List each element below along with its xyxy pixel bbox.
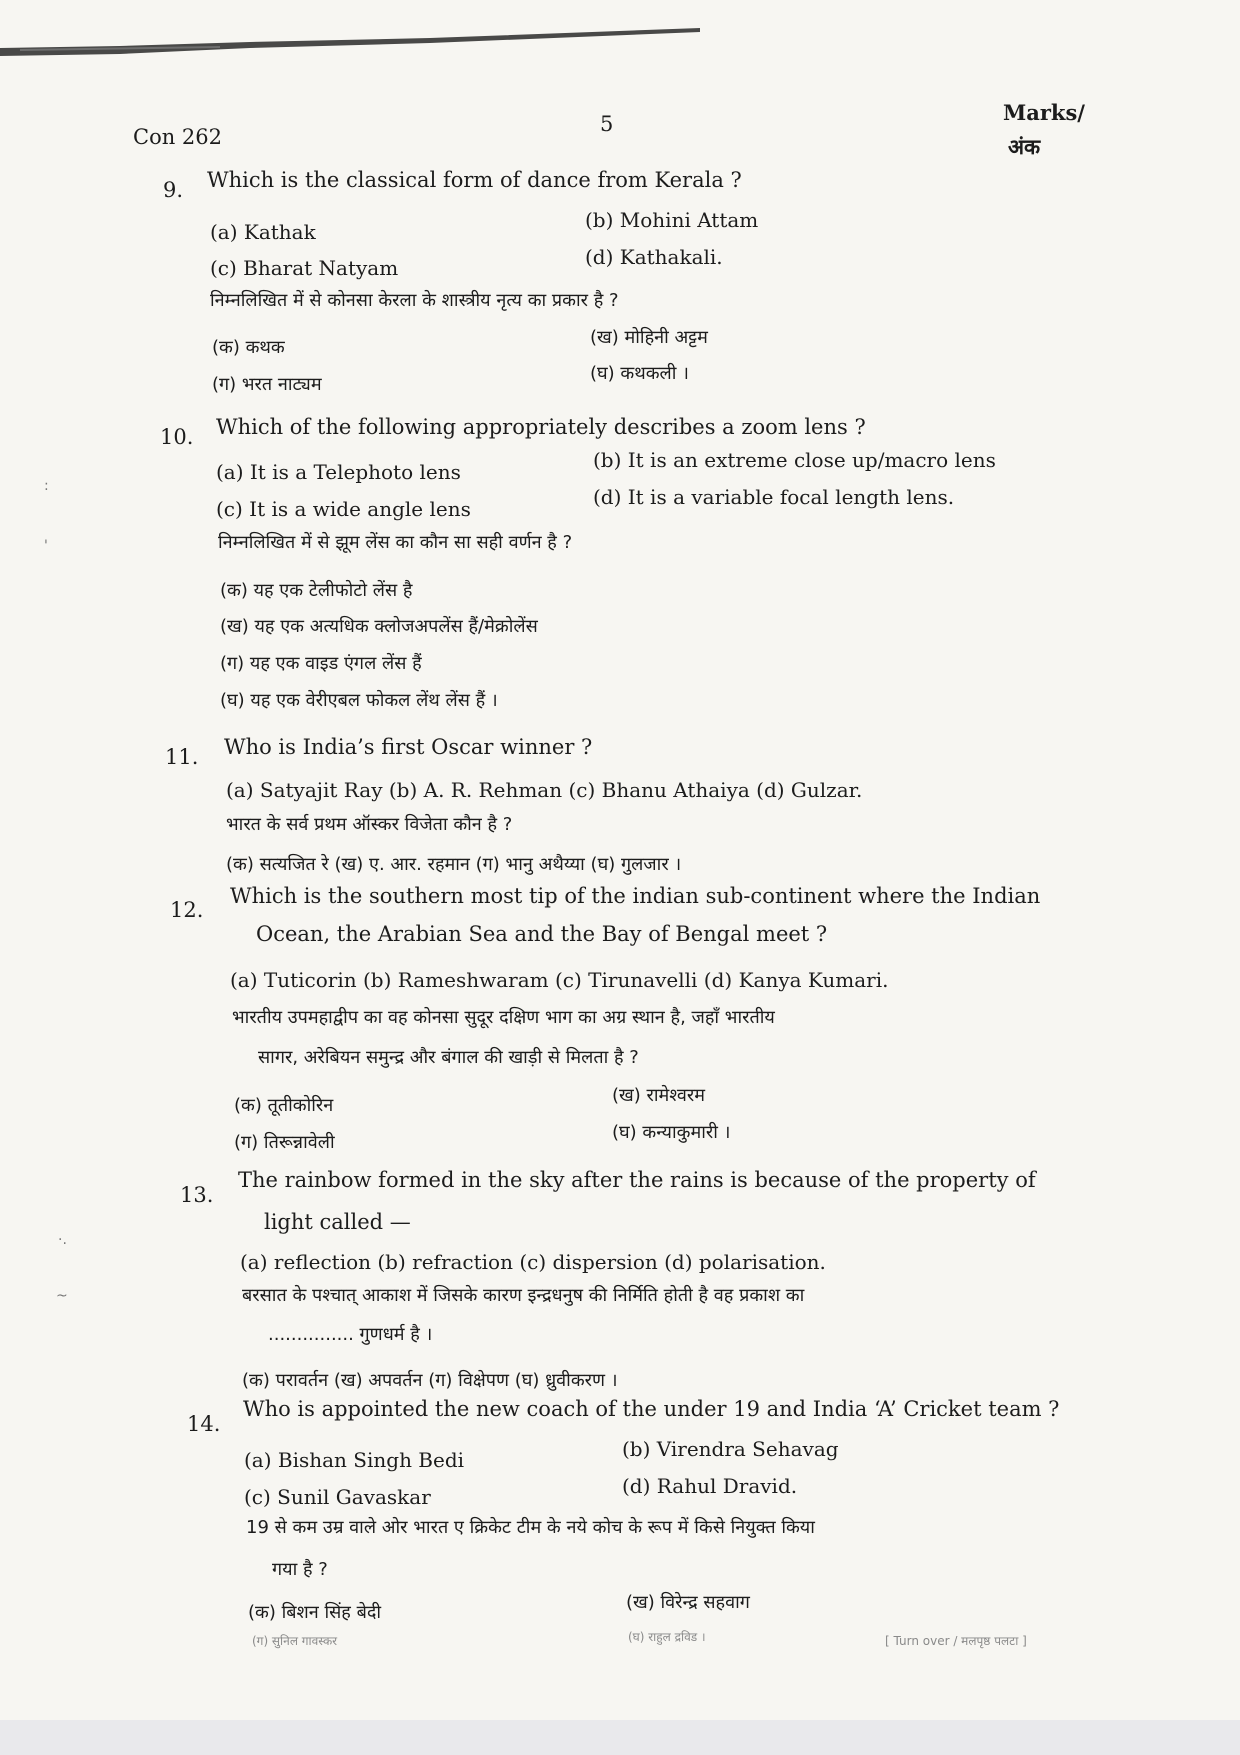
question-text-line-2: Ocean, the Arabian Sea and the Bay of Bengal meet ? — [256, 922, 828, 946]
option-b: (b) Mohini Attam — [585, 208, 759, 232]
option-gha: (घ) यह एक वेरीएबल फोकल लेंथ लेंस हैं । — [220, 690, 498, 711]
option-d: (d) Rahul Dravid. — [622, 1474, 798, 1498]
marks-label: Marks/ — [1003, 100, 1085, 125]
marks-label-hindi: अंक — [1008, 135, 1041, 159]
option-ka: (क) तूतीकोरिन — [234, 1095, 334, 1116]
question-number: 14. — [187, 1412, 221, 1436]
question-text-line-1: The rainbow formed in the sky after the rains is because of the property of — [238, 1168, 1036, 1192]
margin-speck: ' — [44, 538, 48, 554]
option-a: (a) Bishan Singh Bedi — [244, 1448, 465, 1472]
option-ga: (ग) तिरून्नावेली — [234, 1132, 335, 1153]
option-c: (c) Sunil Gavaskar — [244, 1485, 431, 1509]
question-text-hindi-line-1: 19 से कम उम्र वाले ओर भारत ए क्रिकेट टीम के नये कोच के रूप में किसे नियुक्त किया — [246, 1517, 815, 1538]
paper-code: Con 262 — [133, 125, 222, 149]
scan-streak — [0, 20, 700, 60]
question-text-hindi-line-2: गया है ? — [272, 1559, 328, 1580]
option-c: (c) Bharat Natyam — [210, 256, 399, 280]
question-number: 12. — [170, 898, 204, 922]
option-ka: (क) यह एक टेलीफोटो लेंस है — [220, 580, 413, 601]
option-d: (d) It is a variable focal length lens. — [593, 485, 955, 509]
option-gha: (घ) कथकली । — [590, 363, 689, 384]
page-number: 5 — [600, 112, 614, 136]
question-number: 13. — [180, 1183, 214, 1207]
margin-speck: ·. — [58, 1232, 67, 1248]
options-line-hindi: (क) परावर्तन (ख) अपवर्तन (ग) विक्षेपण (घ) ध्रुवीकरण । — [242, 1370, 618, 1391]
question-text: Which is the classical form of dance from Kerala ? — [207, 168, 742, 192]
question-text-hindi: निम्नलिखित में से कोनसा केरला के शास्त्रीय नृत्य का प्रकार है ? — [210, 290, 619, 311]
option-a: (a) It is a Telephoto lens — [216, 460, 461, 484]
options-line: (a) Satyajit Ray (b) A. R. Rehman (c) Bhanu Athaiya (d) Gulzar. — [226, 778, 863, 802]
option-b: (b) It is an extreme close up/macro lens — [593, 448, 996, 472]
options-line: (a) reflection (b) refraction (c) dispersion (d) polarisation. — [240, 1250, 826, 1274]
question-text: Who is India’s first Oscar winner ? — [224, 735, 593, 759]
turn-over-note: [ Turn over / मलपृष्ठ पलटा ] — [885, 1634, 1027, 1648]
question-text: Who is appointed the new coach of the under 19 and India ‘A’ Cricket team ? — [243, 1397, 1060, 1421]
option-d: (d) Kathakali. — [585, 245, 723, 269]
options-line: (a) Tuticorin (b) Rameshwaram (c) Tirunavelli (d) Kanya Kumari. — [230, 968, 889, 992]
option-kha: (ख) यह एक अत्यधिक क्लोजअपलेंस हैं/मेक्रोलेंस — [220, 616, 538, 637]
option-b: (b) Virendra Sehavag — [622, 1437, 839, 1461]
question-text-line-2: light called — — [264, 1210, 411, 1234]
bottom-band — [0, 1720, 1240, 1755]
option-ka: (क) बिशन सिंह बेदी — [248, 1602, 382, 1623]
option-a: (a) Kathak — [210, 220, 316, 244]
option-kha: (ख) रामेश्वरम — [612, 1085, 706, 1106]
option-ga-faint: (ग) सुनिल गावस्कर — [252, 1634, 338, 1648]
option-ga: (ग) यह एक वाइड एंगल लेंस हैं — [220, 653, 422, 674]
question-number: 9. — [163, 178, 184, 202]
question-number: 11. — [165, 745, 199, 769]
question-number: 10. — [160, 425, 194, 449]
margin-speck: : — [44, 478, 49, 494]
question-text-hindi-line-1: बरसात के पश्चात् आकाश में जिसके कारण इन्द्रधनुष की निर्मिति होती है वह प्रकाश का — [242, 1285, 805, 1306]
question-text-hindi-line-2: ............... गुणधर्म है । — [268, 1324, 433, 1345]
option-ga: (ग) भरत नाट्यम — [212, 374, 322, 395]
option-gha-faint: (घ) राहुल द्रविड । — [628, 1630, 706, 1644]
question-text-hindi: निम्नलिखित में से झूम लेंस का कौन सा सही वर्णन है ? — [218, 532, 573, 553]
question-text: Which of the following appropriately describes a zoom lens ? — [216, 415, 866, 439]
margin-speck: ~ — [56, 1288, 68, 1304]
option-kha: (ख) मोहिनी अट्टम — [590, 327, 708, 348]
question-text-hindi-line-1: भारतीय उपमहाद्वीप का वह कोनसा सुदूर दक्षिण भाग का अग्र स्थान है, जहाँ भारतीय — [232, 1007, 775, 1028]
option-ka: (क) कथक — [212, 337, 285, 358]
question-text-hindi-line-2: सागर, अरेबियन समुन्द्र और बंगाल की खाड़ी से मिलता है ? — [258, 1047, 639, 1068]
option-gha: (घ) कन्याकुमारी । — [612, 1122, 731, 1143]
options-line-hindi: (क) सत्यजित रे (ख) ए. आर. रहमान (ग) भानु अथैय्या (घ) गुलजार । — [226, 854, 682, 875]
option-kha: (ख) विरेन्द्र सहवाग — [626, 1592, 750, 1613]
option-c: (c) It is a wide angle lens — [216, 497, 471, 521]
question-text-hindi: भारत के सर्व प्रथम ऑस्कर विजेता कौन है ? — [226, 814, 513, 835]
question-text-line-1: Which is the southern most tip of the indian sub-continent where the Indian — [230, 884, 1041, 908]
